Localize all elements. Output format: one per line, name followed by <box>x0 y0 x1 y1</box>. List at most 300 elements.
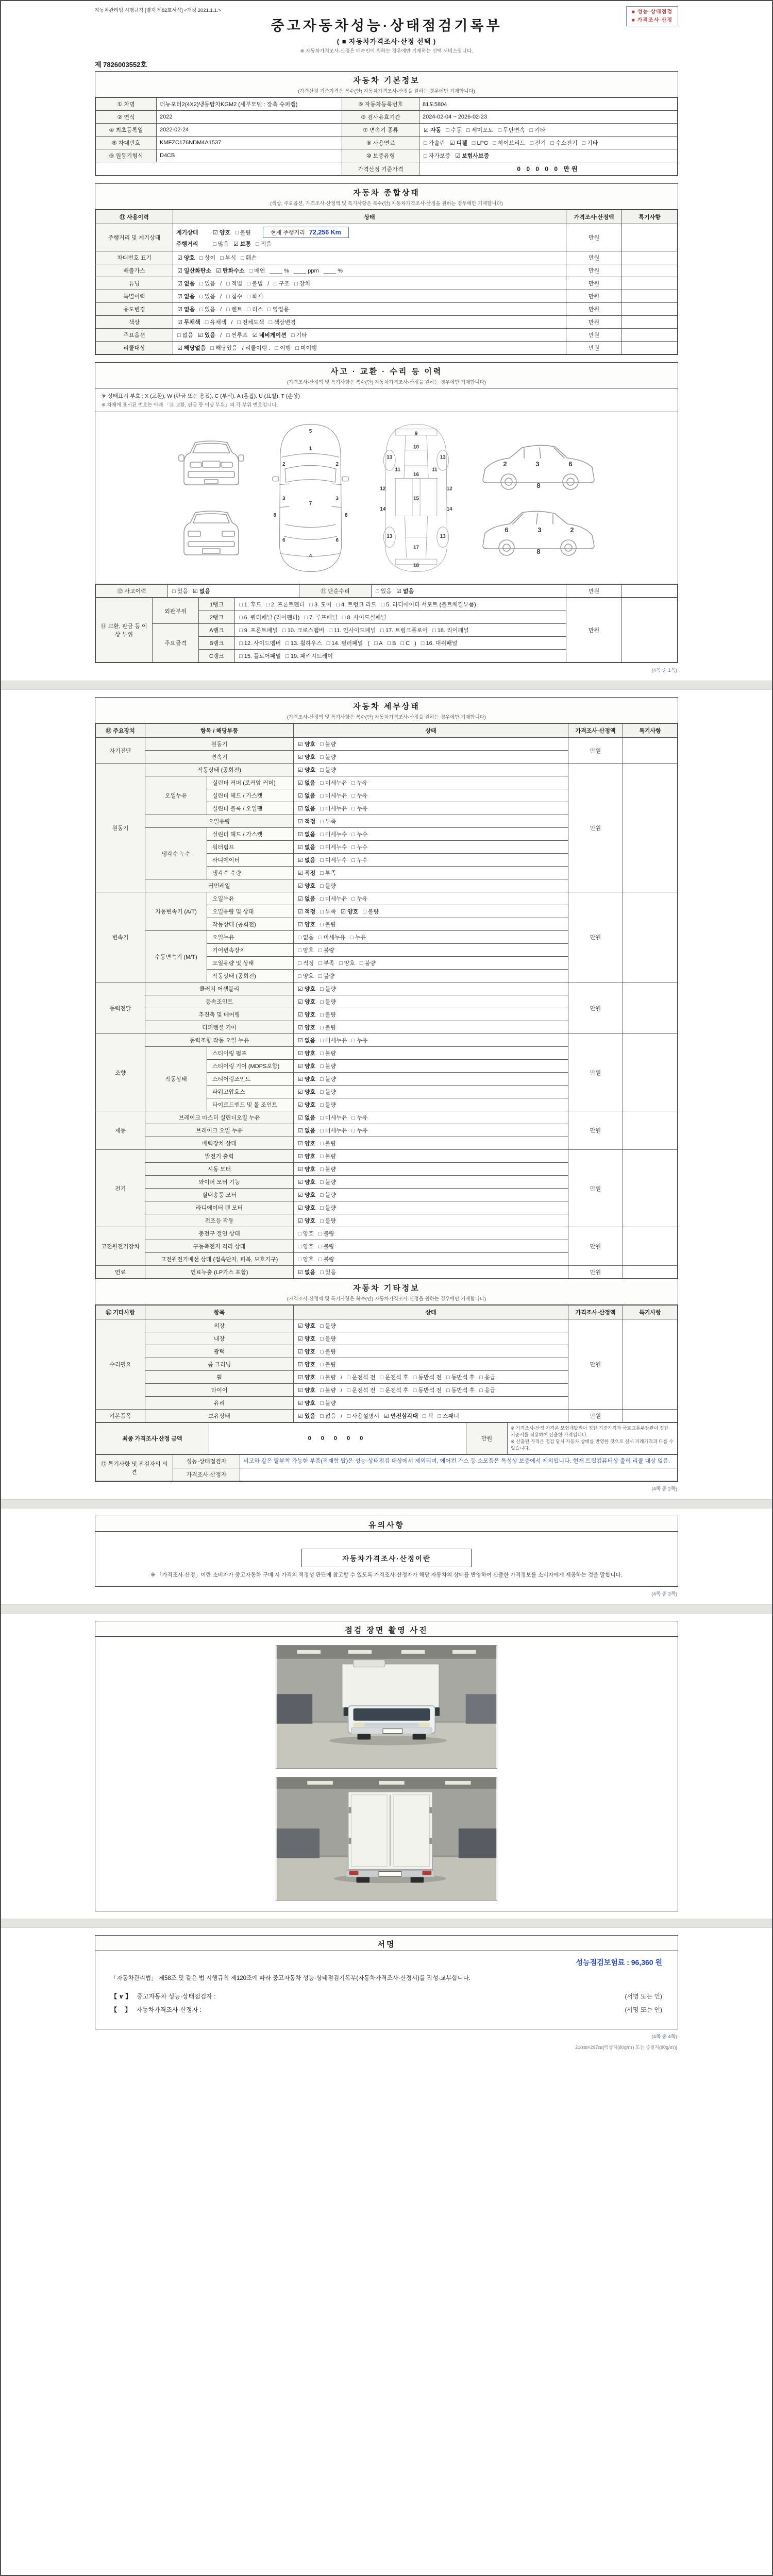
status-options <box>294 1124 568 1137</box>
checkbox-unchecked[interactable]: □ 적음 <box>256 241 272 247</box>
checkbox-unchecked[interactable]: □ 미세누수 <box>320 844 347 851</box>
checkbox-checked[interactable]: ☑ 양호 <box>298 922 316 928</box>
checkbox-unchecked[interactable]: □ 렌트 <box>226 307 243 313</box>
checkbox-unchecked[interactable]: □ 불량 <box>320 999 337 1005</box>
checkbox-checked[interactable]: ☑ 양호 <box>298 1218 316 1224</box>
checkbox-unchecked[interactable]: □ 불량 <box>320 1154 337 1160</box>
checkbox-unchecked[interactable]: □ 9. 프론트패널 <box>239 628 278 634</box>
checkbox-unchecked[interactable]: □ B <box>387 640 396 647</box>
checkbox-unchecked[interactable]: □ 16. 대쉬패널 <box>421 640 458 647</box>
checkbox-unchecked[interactable]: □ 양호 <box>298 973 314 979</box>
checkbox-checked[interactable]: ☑ 없음 <box>177 307 195 313</box>
checkbox-unchecked[interactable]: □ 불량 <box>320 922 337 928</box>
checkbox-checked[interactable]: ☑ 자동 <box>424 127 442 133</box>
checkbox-unchecked[interactable]: □ 수소전기 <box>550 140 578 146</box>
checkbox-unchecked[interactable]: □ 스패너 <box>438 1413 460 1419</box>
checkbox-unchecked[interactable]: □ 18. 리어패널 <box>432 628 469 634</box>
checkbox-unchecked[interactable]: □ 불량 <box>320 1141 337 1147</box>
checkbox-unchecked[interactable]: □ 영업용 <box>267 307 289 313</box>
checkbox-unchecked[interactable]: □ 3. 도어 <box>309 602 332 608</box>
checkbox-unchecked[interactable]: □ 1. 후드 <box>239 602 262 608</box>
checkbox-checked[interactable]: ☑ 없음 <box>298 780 316 786</box>
table-header-row <box>96 210 678 224</box>
item-cell: 발전기 출력 <box>145 1150 294 1163</box>
checkbox-unchecked[interactable]: □ 세미오토 <box>466 127 494 133</box>
inspection-period-value: 2024-02-04 ~ 2026-02-23 <box>419 111 678 124</box>
form-reference-note: 자동차관리법 시행규칙 [별지 제82호서식] <개정 2021.1.1.> <box>95 8 221 13</box>
checkbox-unchecked[interactable]: □ 리스 <box>247 307 263 313</box>
column-header: 상태 <box>173 210 566 224</box>
checkbox-checked[interactable]: ☑ 탄화수소 <box>216 268 245 274</box>
checkbox-unchecked[interactable]: □ 하이브리드 <box>493 140 526 146</box>
insurance-fee <box>111 1957 662 1968</box>
checkbox-unchecked[interactable]: □ 불량 <box>320 767 337 773</box>
checkbox-unchecked[interactable]: □ 미세누유 <box>320 1115 347 1121</box>
checkbox-unchecked[interactable]: □ 사용설명서 <box>347 1413 380 1419</box>
field-label: ③ 검사유효기간 <box>342 111 419 124</box>
checkbox-unchecked[interactable]: □ 자가보증 <box>424 153 451 159</box>
checkbox-unchecked[interactable]: □ 상이 <box>199 255 216 261</box>
final-price-note: ※ 가격조사·산정 가격은 보험개발원이 정한 기준가격과 국토교통부장관이 정한 기준서를 적용하여 산출한 가격입니다. <box>511 1426 669 1438</box>
checkbox-unchecked[interactable]: □ 불량 <box>235 230 251 236</box>
final-price-table <box>95 1422 678 1454</box>
checkbox-unchecked[interactable]: □ 매연 <box>249 268 265 274</box>
checkbox-checked[interactable]: ☑ 양호 <box>298 1089 316 1095</box>
document-subtitle: ( ■ 자동차가격조사·산정 선택 ) <box>337 38 436 45</box>
checkbox-checked[interactable]: ☑ 양호 <box>298 1323 316 1329</box>
checkbox-unchecked[interactable]: □ 10. 크로스멤버 <box>282 628 325 634</box>
checkbox-checked[interactable]: ☑ 없음 <box>396 588 414 595</box>
price-cell: 만원 <box>566 342 622 354</box>
section-divider <box>1 1919 772 1928</box>
checkbox-checked[interactable]: ☑ 양호 <box>298 741 316 748</box>
checkbox-unchecked[interactable]: □ 불량 <box>320 754 337 760</box>
checkbox-checked[interactable]: ☑ 양호 <box>213 230 231 236</box>
checkbox-unchecked[interactable]: □ 부식 <box>220 255 237 261</box>
checkbox-unchecked[interactable]: □ 불량 <box>320 1192 337 1198</box>
section-title: 유의사항 <box>95 1516 678 1532</box>
checkbox-unchecked[interactable]: □ 4. 트렁크 리드 <box>336 602 377 608</box>
checkbox-unchecked[interactable]: □ 운전석 전 <box>347 1387 376 1394</box>
checkbox-checked[interactable]: ☑ 양호 <box>298 1387 316 1394</box>
checkbox-unchecked[interactable]: □ 해당있음 <box>210 345 238 351</box>
checkbox-unchecked[interactable]: □ 미세누유 <box>320 1038 347 1044</box>
checkbox-checked[interactable]: ☑ 해당없음 <box>177 345 206 351</box>
checkbox-checked[interactable]: ☑ 안전삼각대 <box>384 1413 418 1419</box>
checkbox-checked[interactable]: ☑ 보통 <box>233 241 251 247</box>
checkbox-unchecked[interactable]: □ 동반석 후 <box>446 1375 475 1381</box>
checkbox-unchecked[interactable]: □ 불량 <box>320 1218 337 1224</box>
checkbox-unchecked[interactable]: □ 미세누유 <box>320 780 347 786</box>
checkbox-unchecked[interactable]: □ 있음 <box>199 294 216 300</box>
section-accident-history <box>95 362 678 663</box>
part-cell: 스티어링 펌프 <box>207 1047 294 1060</box>
part-cell: 오일누유 <box>207 892 294 905</box>
sub-label: 계기상태 <box>176 230 198 236</box>
checkbox-unchecked[interactable]: □ 불량 <box>318 1244 334 1250</box>
checkbox-unchecked[interactable]: □ 불량 <box>320 1375 337 1381</box>
checkbox-unchecked[interactable]: □ 부족 <box>320 870 337 876</box>
status-options <box>294 918 568 931</box>
checkbox-unchecked[interactable]: □ 불량 <box>320 1400 337 1406</box>
checkbox-checked[interactable]: ☑ 없음 <box>298 1269 316 1276</box>
checkbox-unchecked[interactable]: □ 미이행 <box>295 345 317 351</box>
checkbox-unchecked[interactable]: □ 누수 <box>351 832 368 838</box>
section-note: (가격조사·산정액 및 특기사항은 복수(안) 자동차가격조사·산정을 원하는 경우에만 기재합니다) <box>95 378 678 388</box>
checkbox-checked[interactable]: ☑ 적정 <box>298 909 316 915</box>
part-cell: 워터펌프 <box>207 841 294 854</box>
checkbox-unchecked[interactable]: □ 14. 필러패널 <box>326 640 363 647</box>
mileage-value: 72,256 Km <box>309 229 341 236</box>
checkbox-checked[interactable]: ☑ 양호 <box>177 255 195 261</box>
checkbox-checked[interactable]: ☑ 양호 <box>298 1102 316 1108</box>
checkbox-unchecked[interactable]: □ 부족 <box>320 819 337 825</box>
model-year-value: 2022 <box>157 111 342 124</box>
checkbox-unchecked[interactable]: □ 있음 <box>376 588 392 595</box>
checkbox-checked[interactable]: ☑ 없음 <box>298 1128 316 1134</box>
note-cell <box>622 251 678 264</box>
checkbox-unchecked[interactable]: □ 불량 <box>320 1387 337 1394</box>
checkbox-checked[interactable]: ☑ 있음 <box>298 1413 316 1419</box>
part-cell: 스티어링조인트 <box>207 1073 294 1086</box>
checkbox-checked[interactable]: ☑ 양호 <box>298 754 316 760</box>
checkbox-unchecked[interactable]: □ 2. 프론트펜더 <box>266 602 305 608</box>
checkbox-checked[interactable]: ☑ 없음 <box>298 832 316 838</box>
checkbox-unchecked[interactable]: □ 동반석 전 <box>413 1375 442 1381</box>
notice-body <box>95 1532 678 1539</box>
checkbox-unchecked[interactable]: □ 없음 <box>320 1413 337 1419</box>
svg-text:7: 7 <box>309 501 312 507</box>
checkbox-unchecked[interactable]: □ 누유 <box>351 793 368 799</box>
note-cell <box>622 598 678 663</box>
checkbox-unchecked[interactable]: □ 수동 <box>446 127 462 133</box>
checkbox-unchecked[interactable]: □ 누수 <box>351 844 368 851</box>
checkbox-unchecked[interactable]: □ 불량 <box>320 1323 337 1329</box>
checkbox-unchecked[interactable]: □ A <box>374 640 383 647</box>
checkbox-unchecked[interactable]: □ 화재 <box>247 294 263 300</box>
inline-text: / <box>341 1375 343 1381</box>
checkbox-unchecked[interactable]: □ 색상변경 <box>268 319 296 326</box>
part-cell: 작동상태 (공회전) <box>207 918 294 931</box>
checkbox-unchecked[interactable]: □ 응급 <box>479 1375 496 1381</box>
checkbox-unchecked[interactable]: □ 썬루프 <box>226 332 248 338</box>
checkbox-checked[interactable]: ☑ 양호 <box>298 1063 316 1070</box>
item-cell: 커먼레일 <box>145 879 294 892</box>
checkbox-checked[interactable]: ☑ 양호 <box>298 1192 316 1198</box>
checkbox-unchecked[interactable]: □ 19. 패키지트레이 <box>285 653 333 659</box>
checkbox-unchecked[interactable]: □ 양호 <box>298 947 314 954</box>
checkbox-checked[interactable]: ☑ 양호 <box>298 1141 316 1147</box>
checkbox-unchecked[interactable]: □ 11. 인사이드패널 <box>329 628 376 634</box>
checkbox-unchecked[interactable]: □ 있음 <box>199 281 216 287</box>
checkbox-unchecked[interactable]: □ 가솔린 <box>424 140 445 146</box>
checkbox-unchecked[interactable]: □ 불량 <box>320 1336 337 1342</box>
checkbox-checked[interactable]: ☑ 적정 <box>298 819 316 825</box>
checkbox-checked[interactable]: ☑ 양호 <box>298 883 316 889</box>
checkbox-unchecked[interactable]: □ 적정 <box>298 960 314 967</box>
inspector-role-label: 성능·상태점검자 <box>173 1455 240 1468</box>
checkbox-checked[interactable]: ☑ 없음 <box>177 281 195 287</box>
checkbox-unchecked[interactable]: □ 누유 <box>351 1115 368 1121</box>
checkbox-checked[interactable]: ☑ 없음 <box>298 1038 316 1044</box>
checkbox-unchecked[interactable]: □ 구조 <box>274 281 290 287</box>
checkbox-unchecked[interactable]: □ 17. 트렁크플로어 <box>380 628 428 634</box>
checkbox-unchecked[interactable]: □ 불법 <box>247 281 263 287</box>
checkbox-unchecked[interactable]: □ 훼손 <box>241 255 257 261</box>
checkbox-unchecked[interactable]: □ 불량 <box>318 1231 334 1237</box>
inline-text: ( <box>367 640 369 647</box>
page-marker: (4쪽 중 4쪽) <box>651 2033 677 2040</box>
checkbox-unchecked[interactable]: □ 누유 <box>351 780 368 786</box>
checkbox-unchecked[interactable]: □ 불량 <box>320 741 337 748</box>
checkbox-unchecked[interactable]: □ 불량 <box>320 883 337 889</box>
checkbox-unchecked[interactable]: □ 운전석 후 <box>380 1375 409 1381</box>
checkbox-checked[interactable]: ☑ 없음 <box>298 806 316 812</box>
checkbox-unchecked[interactable]: □ 불량 <box>320 1179 337 1185</box>
checkbox-unchecked[interactable]: □ 15. 플로어패널 <box>239 653 281 659</box>
table-row <box>96 585 678 598</box>
checkbox-unchecked[interactable]: □ 전기 <box>530 140 546 146</box>
table-row <box>96 598 678 611</box>
checkbox-unchecked[interactable]: □ 미세누유 <box>320 896 347 902</box>
checkbox-unchecked[interactable]: □ 불량 <box>318 1257 334 1263</box>
status-options <box>294 815 568 828</box>
checkbox-unchecked[interactable]: □ 기타 <box>291 332 307 338</box>
svg-text:9: 9 <box>414 431 418 437</box>
checkbox-unchecked[interactable]: □ 미세누유 <box>320 806 347 812</box>
price-cell: 만원 <box>568 982 623 1034</box>
svg-text:8: 8 <box>273 513 277 519</box>
inline-text: ____ % <box>323 268 343 274</box>
checkbox-checked[interactable]: ☑ 양호 <box>298 1025 316 1031</box>
checkbox-unchecked[interactable]: □ 있음 <box>320 1269 337 1276</box>
checkbox-unchecked[interactable]: □ 기타 <box>529 127 546 133</box>
checkbox-unchecked[interactable]: □ 없음 <box>298 935 314 941</box>
checkbox-unchecked[interactable]: □ 불량 <box>318 973 334 979</box>
inline-text: / <box>231 319 233 326</box>
checkbox-unchecked[interactable]: □ 불량 <box>320 1362 337 1368</box>
document-number: 제 7826003552호 <box>95 61 147 69</box>
checkbox-unchecked[interactable]: □ 장치 <box>294 281 311 287</box>
checkbox-unchecked[interactable]: □ 5. 라디에이터 서포트 (볼트체결부품) <box>381 602 476 608</box>
checkbox-unchecked[interactable]: □ 유채색 <box>205 319 227 326</box>
status-options <box>294 1201 568 1214</box>
status-options <box>294 1008 568 1021</box>
checkbox-checked[interactable]: ☑ 있음 <box>197 332 216 338</box>
item-cell: 브레이크 오일 누유 <box>145 1124 294 1137</box>
checkbox-unchecked[interactable]: □ 불량 <box>320 986 337 992</box>
checkbox-unchecked[interactable]: □ 불량 <box>320 1076 337 1082</box>
checkbox-checked[interactable]: ☑ 양호 <box>298 767 316 773</box>
checkbox-unchecked[interactable]: □ 양호 <box>339 960 355 967</box>
checkbox-unchecked[interactable]: □ 동반석 전 <box>413 1387 442 1394</box>
table-row <box>96 264 678 277</box>
checkbox-unchecked[interactable]: □ 미세누유 <box>318 935 346 941</box>
part-cell: 라디에이터 <box>207 854 294 867</box>
checkbox-unchecked[interactable]: □ 불량 <box>359 960 376 967</box>
checkbox-unchecked[interactable]: □ 미세누유 <box>320 1128 347 1134</box>
checkbox-checked[interactable]: ☑ 없음 <box>298 896 316 902</box>
inspector-opinion-table <box>95 1454 678 1481</box>
price-cell: 만원 <box>568 1266 623 1279</box>
checkbox-checked[interactable]: ☑ 양호 <box>298 986 316 992</box>
photos-body <box>95 1636 678 1911</box>
price-cell: 만원 <box>568 1319 623 1410</box>
checkbox-unchecked[interactable]: □ 누유 <box>351 806 368 812</box>
accident-history-table <box>95 584 678 598</box>
checkbox-checked[interactable]: ☑ 디젤 <box>449 140 467 146</box>
checkbox-checked[interactable]: ☑ 없음 <box>298 1115 316 1121</box>
checkbox-checked[interactable]: ☑ 양호 <box>298 1362 316 1368</box>
status-options <box>173 329 566 342</box>
part-options <box>235 611 566 624</box>
checkbox-unchecked[interactable]: □ 없음 <box>177 332 193 338</box>
note-cell <box>623 1150 678 1227</box>
checkbox-checked[interactable]: ☑ 양호 <box>298 1076 316 1082</box>
checkbox-checked[interactable]: ☑ 양호 <box>341 909 359 915</box>
checkbox-checked[interactable]: ☑ 양호 <box>298 1012 316 1018</box>
checkbox-unchecked[interactable]: □ 불량 <box>363 909 379 915</box>
checkbox-unchecked[interactable]: □ 불량 <box>320 1025 337 1031</box>
insurance-fee-value: 96,360 원 <box>631 1958 662 1967</box>
checkbox-unchecked[interactable]: □ 6. 쿼터패널 (리어펜더) <box>239 615 300 621</box>
comprehensive-table <box>95 210 678 354</box>
note-cell <box>623 892 678 982</box>
svg-text:3: 3 <box>335 496 339 502</box>
checkbox-unchecked[interactable]: □ 미세누유 <box>320 793 347 799</box>
column-header: 항목 / 해당부품 <box>145 724 294 738</box>
checkbox-checked[interactable]: ☑ 양호 <box>298 1349 316 1355</box>
part-cell: 실린더 헤드 / 가스켓 <box>207 828 294 841</box>
checkbox-checked[interactable]: ☑ 무채색 <box>177 319 200 326</box>
checkbox-unchecked[interactable]: □ 불량 <box>320 1063 337 1070</box>
device-group-cell: 연료 <box>96 1266 145 1279</box>
checkbox-unchecked[interactable]: □ 많음 <box>213 241 229 247</box>
checkbox-checked[interactable]: ☑ 양호 <box>298 1336 316 1342</box>
status-options <box>294 1176 568 1189</box>
checkbox-unchecked[interactable]: □ 7. 루프패널 <box>304 615 338 621</box>
parts-rows <box>96 598 678 663</box>
status-options <box>294 1163 568 1176</box>
checkbox-unchecked[interactable]: □ C <box>400 640 410 647</box>
checkbox-checked[interactable]: ☑ 양호 <box>298 1375 316 1381</box>
checkbox-unchecked[interactable]: □ 미세누수 <box>320 857 347 863</box>
checkbox-unchecked[interactable]: □ 무단변속 <box>498 127 525 133</box>
checkbox-unchecked[interactable]: □ 누유 <box>351 896 368 902</box>
signature-row <box>111 2005 662 2014</box>
checkbox-checked[interactable]: ☑ 양호 <box>298 1050 316 1057</box>
item-cell: 보유상태 <box>145 1410 294 1422</box>
checkbox-unchecked[interactable]: □ 불량 <box>320 1089 337 1095</box>
checkbox-checked[interactable]: ☑ 없음 <box>298 793 316 799</box>
checkbox-unchecked[interactable]: □ 기타 <box>582 140 598 146</box>
checkbox-unchecked[interactable]: □ 전체도색 <box>237 319 264 326</box>
checkbox-unchecked[interactable]: □ 불량 <box>320 1050 337 1057</box>
checkbox-unchecked[interactable]: □ LPG <box>472 140 489 146</box>
checkbox-unchecked[interactable]: □ 침수 <box>226 294 243 300</box>
checkbox-checked[interactable]: ☑ 없음 <box>298 844 316 851</box>
checkbox-checked[interactable]: ☑ 양호 <box>298 1400 316 1406</box>
checkbox-unchecked[interactable]: □ 잭 <box>423 1413 433 1419</box>
checkbox-unchecked[interactable]: □ 양호 <box>298 1244 314 1250</box>
inline-text: / <box>341 1413 343 1419</box>
checkbox-checked[interactable]: ☑ 양호 <box>298 1179 316 1185</box>
checkbox-unchecked[interactable]: □ 불량 <box>320 1205 337 1211</box>
checkbox-unchecked[interactable]: □ 응급 <box>479 1387 496 1394</box>
checkbox-checked[interactable]: ☑ 보험사보증 <box>455 153 490 159</box>
section-comprehensive <box>95 183 678 355</box>
checkbox-unchecked[interactable]: □ 있음 <box>172 588 188 595</box>
checkbox-checked[interactable]: ☑ 없음 <box>298 857 316 863</box>
checkbox-unchecked[interactable]: □ 누유 <box>350 935 366 941</box>
status-options <box>173 342 566 354</box>
item-cell: 등속조인트 <box>145 995 294 1008</box>
item-cell: 오일유량 <box>145 815 294 828</box>
checkbox-unchecked[interactable]: □ 불량 <box>320 1166 337 1173</box>
checkbox-unchecked[interactable]: □ 양호 <box>298 1257 314 1263</box>
checkbox-checked[interactable]: ☑ 없음 <box>177 294 195 300</box>
status-options <box>294 1060 568 1073</box>
checkbox-unchecked[interactable]: □ 운전석 후 <box>380 1387 409 1394</box>
checkbox-unchecked[interactable]: □ 누수 <box>351 857 368 863</box>
checkbox-unchecked[interactable]: □ 12. 사이드멤버 <box>239 640 281 647</box>
checkbox-unchecked[interactable]: □ 불량 <box>320 1012 337 1018</box>
checkbox-unchecked[interactable]: □ 운전석 전 <box>347 1375 376 1381</box>
checkbox-unchecked[interactable]: □ 불량 <box>318 947 334 954</box>
section-note: (가격조사·산정액 및 특기사항은 복수(안) 자동차가격조사·산정을 원하는 경우에만 기재합니다) <box>95 713 678 723</box>
checkbox-unchecked[interactable]: □ 적법 <box>226 281 243 287</box>
checkbox-checked[interactable]: ☑ 없음 <box>192 588 211 595</box>
checkbox-checked[interactable]: ☑ 네비게이션 <box>252 332 287 338</box>
checkbox-checked[interactable]: ☑ 양호 <box>298 1166 316 1173</box>
table-row <box>96 1034 678 1047</box>
checkbox-checked[interactable]: ☑ 양호 <box>298 1205 316 1211</box>
checkbox-checked[interactable]: ☑ 양호 <box>298 1154 316 1160</box>
checkbox-unchecked[interactable]: □ 누유 <box>351 1038 368 1044</box>
checkbox-checked[interactable]: ☑ 양호 <box>298 999 316 1005</box>
check-mark: 【 ∨ 】 <box>111 1992 132 2000</box>
svg-text:3: 3 <box>282 496 285 502</box>
item-cell: 수동변속기 (M/T) <box>145 931 207 982</box>
checkbox-unchecked[interactable]: □ 8. 사이드실패널 <box>342 615 386 621</box>
svg-text:10: 10 <box>413 444 419 450</box>
engine-type-value: D4CB <box>157 149 342 162</box>
status-options <box>294 1150 568 1163</box>
checkbox-unchecked[interactable]: □ 부족 <box>318 960 334 967</box>
checkbox-unchecked[interactable]: □ 미세누수 <box>320 832 347 838</box>
checkbox-unchecked[interactable]: □ 양호 <box>298 1231 314 1237</box>
note-cell <box>622 329 678 342</box>
checkbox-unchecked[interactable]: □ 불량 <box>320 1102 337 1108</box>
status-options <box>294 892 568 905</box>
checkbox-unchecked[interactable]: □ 있음 <box>199 307 216 313</box>
checkbox-unchecked[interactable]: □ 부족 <box>320 909 337 915</box>
status-line <box>176 239 563 249</box>
checkbox-unchecked[interactable]: □ 13. 휠하우스 <box>285 640 322 647</box>
checkbox-unchecked[interactable]: □ 누유 <box>351 1128 368 1134</box>
checkbox-unchecked[interactable]: □ 동반석 후 <box>446 1387 475 1394</box>
section-label-cell: ⑭ 교환, 판금 등 이상 부위 <box>96 598 153 663</box>
checkbox-unchecked[interactable]: □ 불량 <box>320 1349 337 1355</box>
part-group-cell: 주요골격 <box>153 624 199 663</box>
checkbox-checked[interactable]: ☑ 적정 <box>298 870 316 876</box>
svg-text:11: 11 <box>395 467 400 473</box>
checkbox-checked[interactable]: ☑ 일산화탄소 <box>177 268 212 274</box>
checkbox-unchecked[interactable]: □ 이행 <box>275 345 291 351</box>
field-label: ⑥ 자동차등록번호 <box>342 98 419 111</box>
stamp-line: ■ 가격조사·산정 <box>631 17 673 23</box>
svg-text:13: 13 <box>440 454 446 461</box>
